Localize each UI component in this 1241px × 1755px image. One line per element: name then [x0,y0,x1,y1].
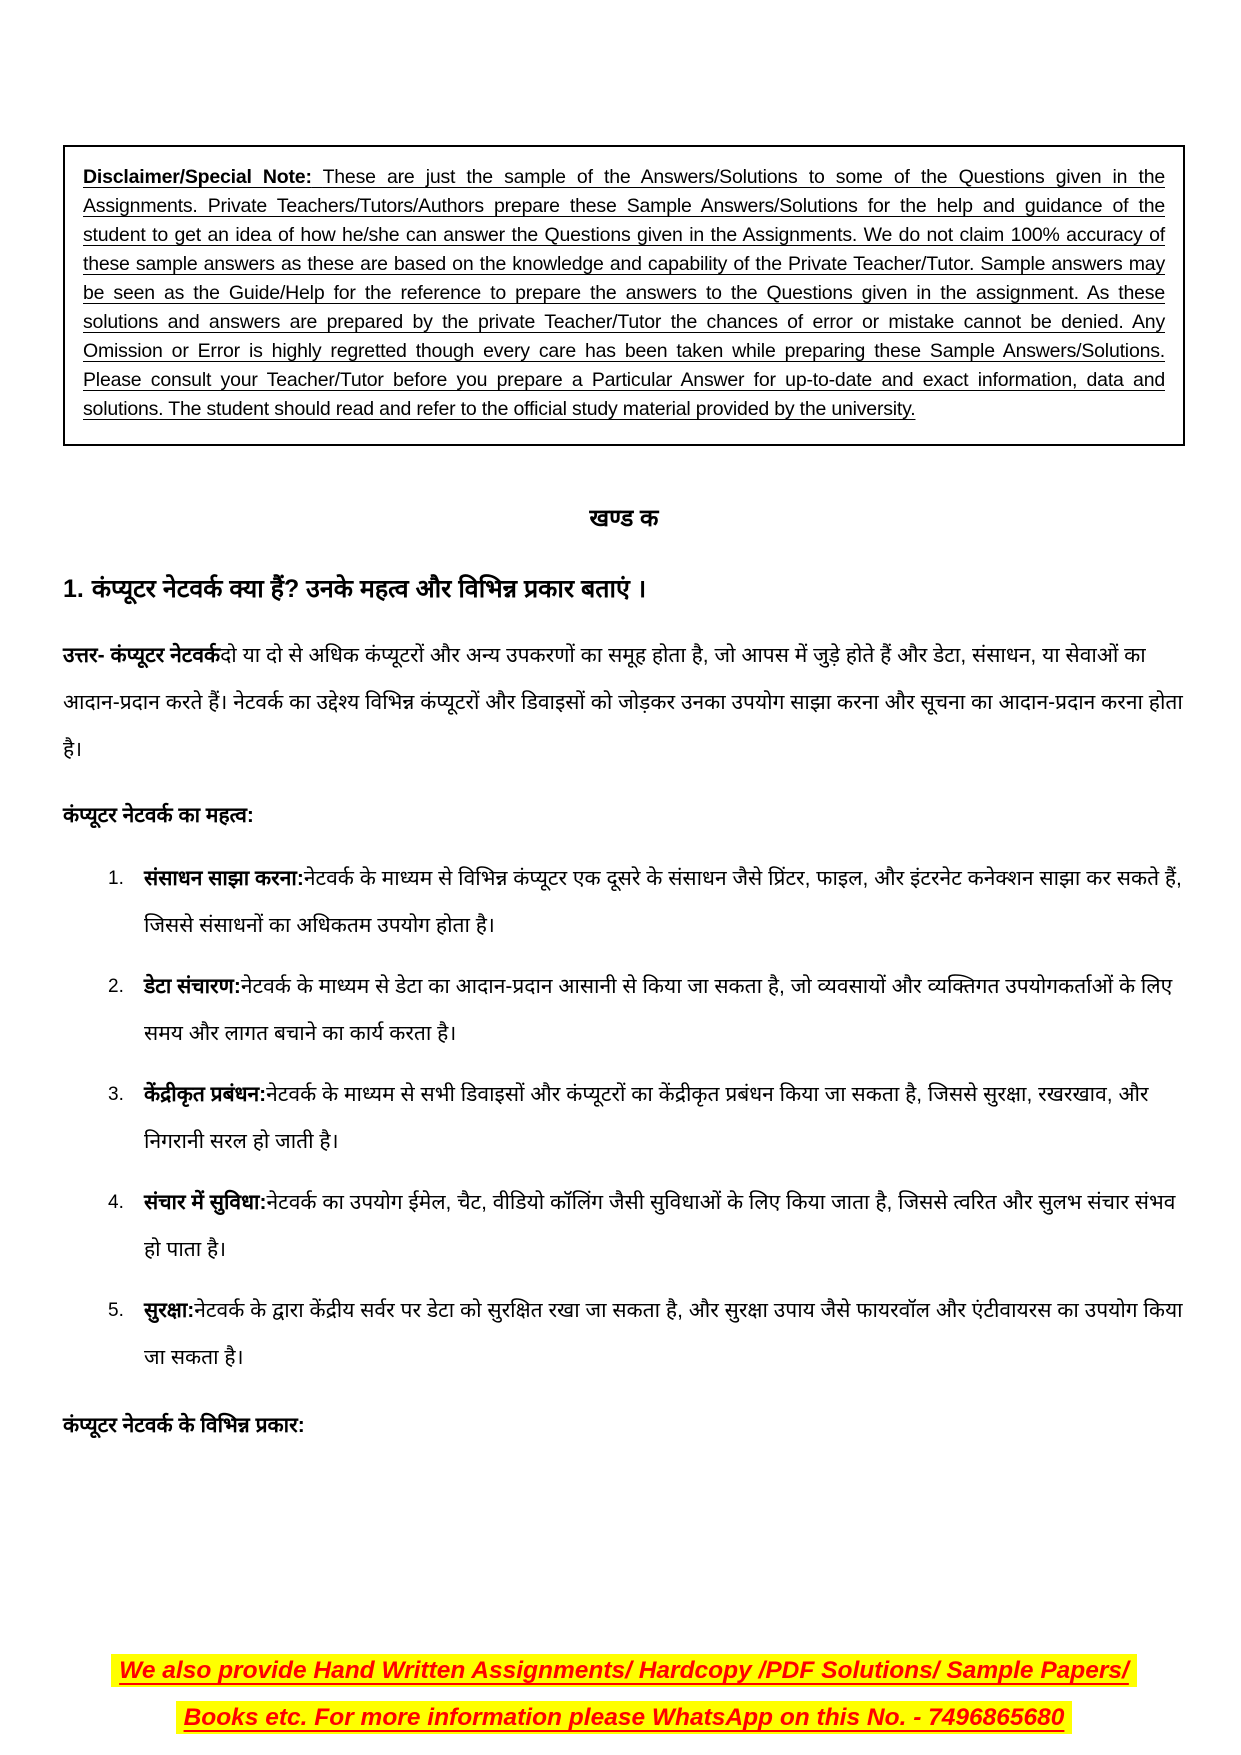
list-item [108,1071,1185,1165]
question-1 [63,572,1185,606]
footer-line-2 [63,1696,1185,1743]
list-item-number: 5. [108,1300,124,1321]
list-item-text: नेटवर्क के माध्यम से सभी डिवाइसों और कंप्यूटरों का केंद्रीकृत प्रबंधन किया जा सकता है, जिससे सुरक्षा, रखरखाव, और निगरानी सरल हो जाती है। [144,1083,1149,1153]
list-item-lead: सुरक्षा: [144,1299,195,1322]
footer-promo [63,1649,1185,1747]
disclaimer-box [63,145,1185,446]
importance-list [108,855,1185,1395]
importance-heading: कंप्यूटर नेटवर्क का महत्व: [63,804,254,827]
list-item-text: नेटवर्क के माध्यम से विभिन्न कंप्यूटर एक दूसरे के संसाधन जैसे प्रिंटर, फाइल, और इंटरनेट कनेक्शन साझा कर सकते हैं, जिससे संसाधनों का अधिकतम उपयोग होता है। [144,867,1182,937]
question-text: कंप्यूटर नेटवर्क क्या हैं? उनके महत्व और विभिन्न प्रकार बताएं । [91,575,647,603]
types-heading: कंप्यूटर नेटवर्क के विभिन्न प्रकार: [63,1414,305,1437]
answer-lead: कंप्यूटर नेटवर्क [110,644,221,667]
list-item-body [144,1179,1185,1273]
list-item-lead: संचार में सुविधा: [144,1191,267,1214]
list-item-text: नेटवर्क के माध्यम से डेटा का आदान-प्रदान आसानी से किया जा सकता है, जो व्यवसायों और व्यक्तिगत उपयोगकर्ताओं के लिए समय और लागत बचाने का कार्य करता है। [144,975,1173,1045]
list-item-number: 3. [108,1084,124,1105]
list-item-number: 4. [108,1192,124,1213]
section-heading: खण्ड क [589,505,659,532]
answer-label: उत्तर- [63,644,105,667]
list-item [108,855,1185,949]
footer-promo-text-1: We also provide Hand Written Assignments/ Hardcopy /PDF Solutions/ Sample Papers/ [111,1654,1137,1687]
list-item [108,963,1185,1057]
list-item-text: नेटवर्क का उपयोग ईमेल, चैट, वीडियो कॉलिंग जैसी सुविधाओं के लिए किया जाता है, जिससे त्वरित और सुलभ संचार संभव हो पाता है। [144,1191,1176,1261]
list-item-number: 2. [108,976,124,997]
list-item-body [144,1287,1185,1381]
question-number: 1. [63,575,84,603]
list-item-body [144,1071,1185,1165]
answer-paragraph [63,632,1185,773]
list-item-text: नेटवर्क के द्वारा केंद्रीय सर्वर पर डेटा को सुरक्षित रखा जा सकता है, और सुरक्षा उपाय जैसे फायरवॉल और एंटीवायरस का उपयोग किया जा सकता है। [144,1299,1183,1369]
disclaimer-paragraph [83,163,1165,424]
list-item-body [144,855,1185,949]
list-item-number: 1. [108,868,124,889]
disclaimer-label: Disclaimer/Special Note: [83,166,312,188]
footer-line-1 [63,1649,1185,1696]
disclaimer-body-text: These are just the sample of the Answers/Solutions to some of the Questions given in the Assignments. Private Teachers/Tutors/Authors prepare these Sample Answers/Solutions for the help and guidance of the student to get an idea of how he/she can answer the Questions given in the Assignments. We do not claim 100% accuracy of these sample answers as these are based on the knowledge and capability of the Private Teacher/Tutor. Sample answers may be seen as the Guide/Help for the reference to prepare the answers to the Questions given in the assignment. As these solutions and answers are prepared by the private Teacher/Tutor the chances of error or mistake cannot be denied. Any Omission or Error is highly regretted though every care has been taken while preparing these Sample Answers/Solutions. Please consult your Teacher/Tutor before you prepare a Particular Answer for up-to-date and exact information, data and solutions. The student should read and refer to the official study material provided by the university. [83,166,1165,420]
list-item-lead: केंद्रीकृत प्रबंधन: [144,1083,267,1106]
answer-text: दो या दो से अधिक कंप्यूटरों और अन्य उपकरणों का समूह होता है, जो आपस में जुड़े होते हैं और डेटा, संसाधन, या सेवाओं का आदान-प्रदान करते हैं। नेटवर्क का उद्देश्य विभिन्न कंप्यूटरों और डिवाइसों को जोड़कर उनका उपयोग साझा करना और सूचना का आदान-प्रदान करना होता है। [63,644,1183,761]
list-item [108,1179,1185,1273]
list-item-lead: संसाधन साझा करना: [144,867,304,890]
footer-promo-text-2: Books etc. For more information please WhatsApp on this No. - 7496865680 [176,1701,1073,1734]
list-item-body [144,963,1185,1057]
list-item-lead: डेटा संचारण: [144,975,241,998]
list-item [108,1287,1185,1381]
